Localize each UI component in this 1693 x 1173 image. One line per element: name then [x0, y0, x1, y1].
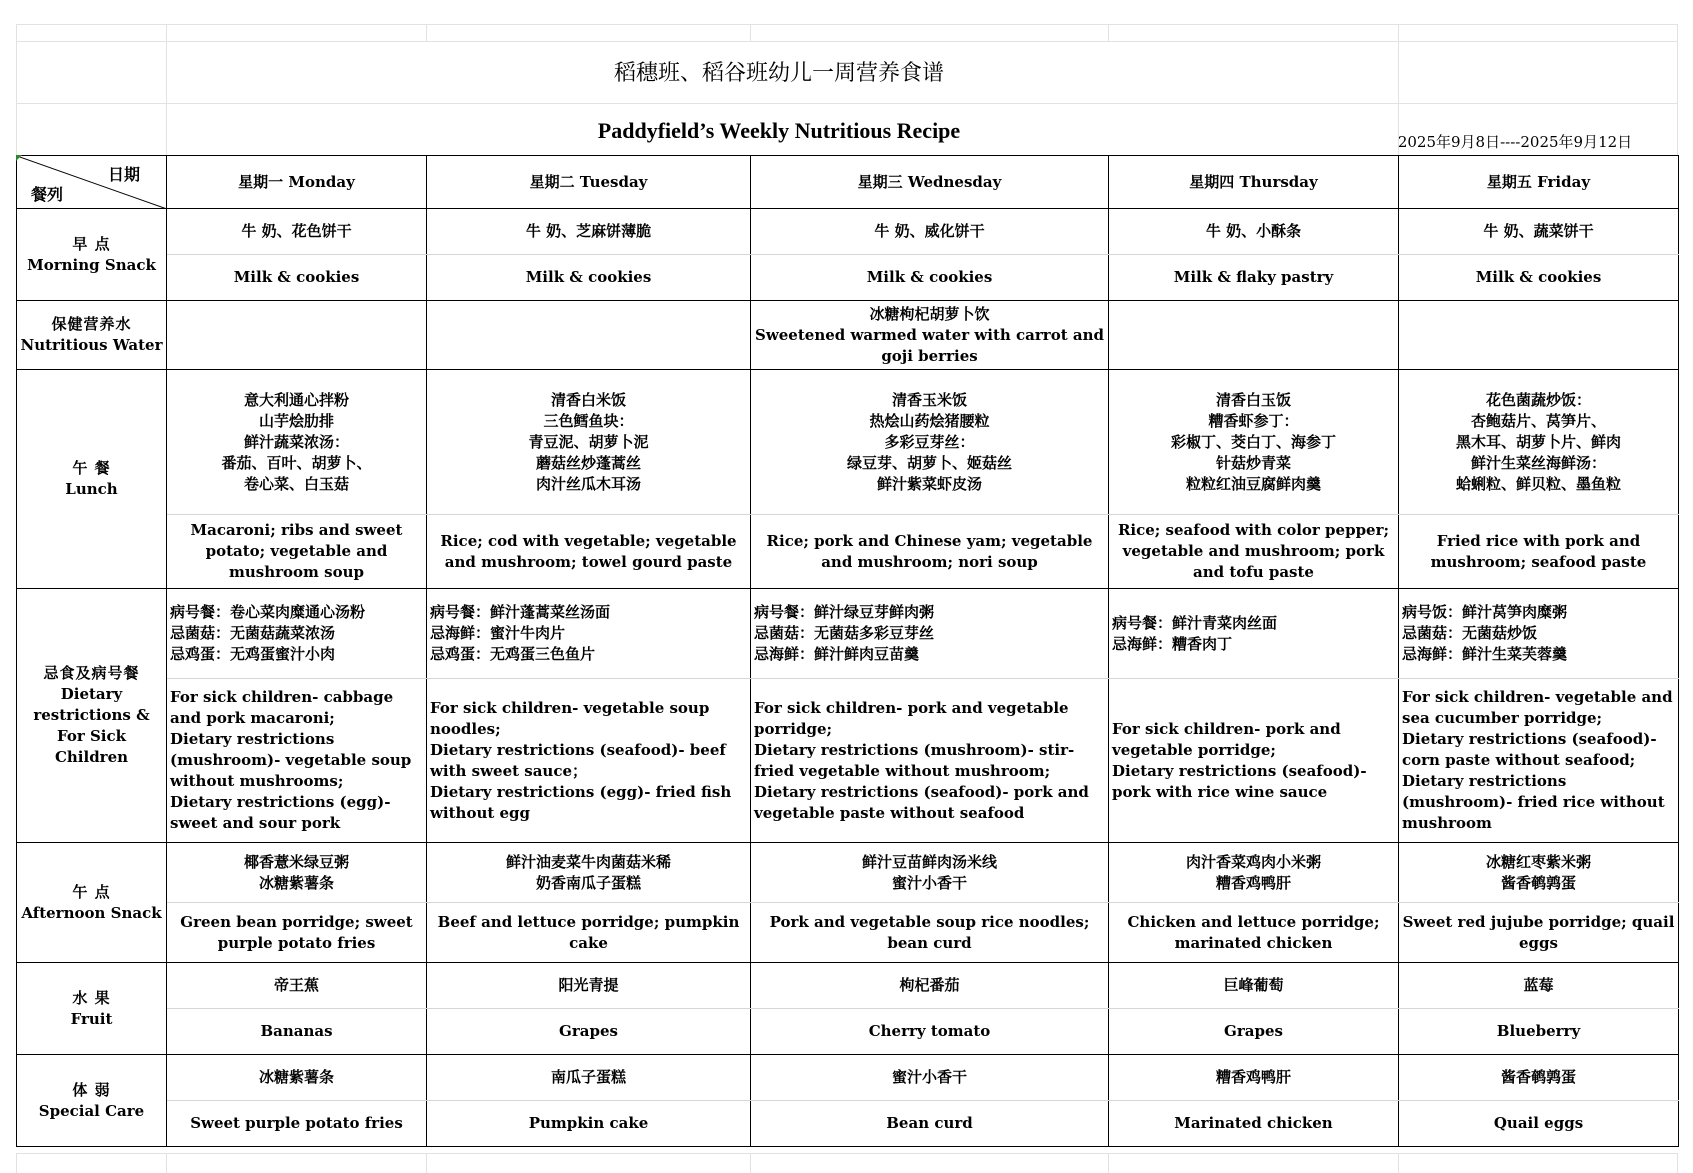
row-label-en: Nutritious Water [20, 336, 163, 354]
row-label-en: Morning Snack [27, 255, 156, 274]
menu-cell-text: 椰香薏米绿豆粥 冰糖紫薯条 [243, 852, 349, 892]
menu-cell-cn: 冰糖紫薯条 [167, 1055, 427, 1101]
row-label-cn: 体 弱 [72, 1080, 111, 1099]
menu-cell-en: Rice; seafood with color pepper; vegetable and mushroom; pork and tofu paste [1109, 515, 1399, 589]
menu-cell-en: Bean curd [751, 1101, 1109, 1147]
menu-cell [751, 370, 1109, 515]
grid-line [16, 1153, 1678, 1154]
menu-cell-en: Fried rice with pork and mushroom; seafood paste [1399, 515, 1679, 589]
menu-cell [167, 679, 427, 843]
row-label-cn: 午 点 [72, 882, 111, 901]
menu-cell-text: For sick children- cabbage and pork macaroni; Dietary restrictions (mushroom)- vegetable soup without mushrooms; Dietary restrictions (egg)- sweet and sour pork [170, 688, 412, 832]
grid-line [16, 24, 17, 155]
fruit-row [17, 963, 1679, 1009]
grid-line [1677, 1153, 1678, 1173]
menu-cell-text: 清香白米饭 三色鳕鱼块： 青豆泥、胡萝卜泥 蘑菇丝炒蓬蒿丝 肉汁丝瓜木耳汤 [528, 390, 649, 493]
menu-cell-cn: 阳光青提 [427, 963, 751, 1009]
menu-cell-text: 清香白玉饭 糟香虾参丁： 彩椒丁、茭白丁、海参丁 针菇炒青菜 粒粒红油豆腐鲜肉羹 [1170, 390, 1336, 493]
menu-cell-en: Bananas [167, 1009, 427, 1055]
menu-cell [751, 301, 1109, 370]
menu-cell [427, 301, 751, 370]
menu-cell-cn: 南瓜子蛋糕 [427, 1055, 751, 1101]
menu-cell [751, 843, 1109, 903]
row-label-en: Dietary restrictions & For Sick Children [33, 685, 150, 766]
morning-snack-en-row [17, 255, 1679, 301]
grid-line [16, 1153, 17, 1173]
menu-cell-en: Pork and vegetable soup rice noodles; bean curd [751, 903, 1109, 963]
menu-cell [427, 589, 751, 679]
menu-cell-text: For sick children- vegetable and sea cucumber porridge; Dietary restrictions (seafood)- corn paste without seafood; Dietary restrictions (mushroom)- fried rice without mushroom [1402, 688, 1673, 832]
menu-cell-en: Grapes [1109, 1009, 1399, 1055]
row-label-en: Fruit [70, 1009, 113, 1028]
row-label-cn: 午 餐 [72, 459, 111, 477]
menu-cell-en: Milk & cookies [167, 255, 427, 301]
afternoon-snack-label-cell [17, 843, 167, 963]
menu-cell-en: Cherry tomato [751, 1009, 1109, 1055]
menu-cell-cn: 牛 奶、蔬菜饼干 [1399, 209, 1679, 255]
menu-cell-en: Chicken and lettuce porridge; marinated chicken [1109, 903, 1399, 963]
menu-cell [1109, 843, 1399, 903]
grid-line [166, 1153, 167, 1173]
menu-cell-text: 花色菌蔬炒饭： 杏鲍菇片、莴笋片、 黑木耳、胡萝卜片、鲜肉 鲜汁生菜丝海鲜汤： 蛤蜊粒、鲜贝粒、墨鱼粒 [1455, 390, 1621, 493]
menu-cell-en: Milk & flaky pastry [1109, 255, 1399, 301]
menu-cell-text: 病号餐：卷心菜肉糜通心汤粉 忌菌菇：无菌菇蔬菜浓汤 忌鸡蛋：无鸡蛋蜜汁小肉 [170, 603, 366, 663]
grid-line [1108, 24, 1109, 41]
menu-cell-en: Blueberry [1399, 1009, 1679, 1055]
menu-cell-cn: 帝王蕉 [167, 963, 427, 1009]
menu-cell-text: 冰糖枸杞胡萝卜饮 Sweetened warmed water with carrot and goji berries [755, 304, 1104, 365]
diet-label-cell [17, 589, 167, 843]
menu-cell-cn: 蜜汁小香干 [751, 1055, 1109, 1101]
menu-cell-en: Milk & cookies [427, 255, 751, 301]
grid-line [1108, 1153, 1109, 1173]
menu-cell-text: For sick children- pork and vegetable porridge; Dietary restrictions (mushroom)- stir-fried vegetable without mushroom; Dietary restrictions (seafood)- pork and vegetable paste without seafood [754, 698, 1089, 822]
nutritious-water-label-cell [17, 301, 167, 370]
menu-cell-cn: 牛 奶、花色饼干 [167, 209, 427, 255]
menu-cell-text: 冰糖红枣紫米粥 酱香鹌鹑蛋 [1485, 852, 1591, 892]
lunch-label-cell [17, 370, 167, 589]
day-header-tuesday: 星期二 Tuesday [427, 156, 751, 209]
menu-cell-text: For sick children- pork and vegetable porridge; Dietary restrictions (seafood)- pork with rice wine sauce [1112, 719, 1367, 801]
menu-cell [167, 370, 427, 515]
menu-cell [167, 843, 427, 903]
menu-cell [167, 301, 427, 370]
grid-line [750, 1153, 751, 1173]
menu-cell-text: 病号餐：鲜汁绿豆芽鲜肉粥 忌菌菇：无菌菇多彩豆芽丝 忌海鲜：鲜汁鲜肉豆苗羹 [754, 603, 935, 663]
menu-cell [751, 589, 1109, 679]
special-care-label-cell [17, 1055, 167, 1147]
row-label-cn: 保健营养水 [51, 315, 132, 333]
menu-cell [1399, 370, 1679, 515]
menu-cell [427, 843, 751, 903]
row-label-en: Special Care [38, 1101, 145, 1120]
diet-en-row [17, 679, 1679, 843]
morning-snack-label-cell [17, 209, 167, 301]
menu-cell-cn: 牛 奶、小酥条 [1109, 209, 1399, 255]
menu-cell-en: Green bean porridge; sweet purple potato fries [167, 903, 427, 963]
menu-cell-cn: 酱香鹌鹑蛋 [1399, 1055, 1679, 1101]
menu-cell-text: 病号饭：鲜汁莴笋肉糜粥 忌菌菇：无菌菇炒饭 忌海鲜：鲜汁生菜芙蓉羹 [1402, 603, 1568, 663]
menu-cell-en: Marinated chicken [1109, 1101, 1399, 1147]
fruit-en-row [17, 1009, 1679, 1055]
special-care-en-row [17, 1101, 1679, 1147]
menu-cell [1109, 370, 1399, 515]
menu-cell-cn: 糟香鸡鸭肝 [1109, 1055, 1399, 1101]
grid-line [1398, 1153, 1399, 1173]
menu-cell [1399, 843, 1679, 903]
grid-line [16, 41, 1678, 42]
day-header-thursday: 星期四 Thursday [1109, 156, 1399, 209]
grid-line [426, 1153, 427, 1173]
menu-cell-en: Grapes [427, 1009, 751, 1055]
menu-cell-en: Milk & cookies [751, 255, 1109, 301]
fruit-label-cell [17, 963, 167, 1055]
menu-cell-cn: 牛 奶、芝麻饼薄脆 [427, 209, 751, 255]
menu-cell-en: Rice; cod with vegetable; vegetable and mushroom; towel gourd paste [427, 515, 751, 589]
menu-cell-en: Beef and lettuce porridge; pumpkin cake [427, 903, 751, 963]
menu-cell-en: Quail eggs [1399, 1101, 1679, 1147]
grid-line [16, 103, 1678, 104]
page-title-chinese: 稻穗班、稻谷班幼儿一周营养食谱 [613, 61, 944, 86]
menu-cell-cn: 牛 奶、威化饼干 [751, 209, 1109, 255]
grid-line [750, 24, 751, 41]
diet-row [17, 589, 1679, 679]
menu-cell [427, 679, 751, 843]
menu-cell [1109, 301, 1399, 370]
menu-cell-en: Pumpkin cake [427, 1101, 751, 1147]
grid-line [426, 24, 427, 41]
header-row [17, 156, 1679, 209]
row-label-cn: 水 果 [72, 988, 111, 1007]
menu-cell [1399, 679, 1679, 843]
day-header-wednesday: 星期三 Wednesday [751, 156, 1109, 209]
menu-cell-text: 肉汁香菜鸡肉小米粥 糟香鸡鸭肝 [1185, 852, 1321, 892]
morning-snack-row [17, 209, 1679, 255]
date-header-label: 日期 [107, 165, 140, 184]
menu-cell-text: For sick children- vegetable soup noodles; Dietary restrictions (seafood)- beef with sweet sauce； Dietary restrictions (egg)- fried fish without egg [430, 698, 732, 822]
menu-cell-text: 意大利通心拌粉 山芋烩肋排 鲜汁蔬菜浓汤： 番茄、百叶、胡萝卜、 卷心菜、白玉菇 [221, 390, 372, 493]
menu-cell-cn: 枸杞番茄 [751, 963, 1109, 1009]
menu-cell [427, 370, 751, 515]
menu-cell-cn: 蓝莓 [1399, 963, 1679, 1009]
corner-cell [17, 156, 167, 209]
menu-cell [1399, 301, 1679, 370]
menu-cell-en: Sweet purple potato fries [167, 1101, 427, 1147]
menu-cell-en: Milk & cookies [1399, 255, 1679, 301]
menu-cell-text: 鲜汁豆苗鲜肉汤米线 蜜汁小香干 [861, 852, 997, 892]
menu-cell-cn: 巨峰葡萄 [1109, 963, 1399, 1009]
cell-marker [16, 155, 22, 161]
row-label-en: Afternoon Snack [21, 903, 162, 922]
row-label-cn: 早 点 [72, 234, 111, 253]
lunch-en-row [17, 515, 1679, 589]
menu-cell [167, 589, 427, 679]
meal-header-label: 餐列 [31, 185, 64, 204]
day-header-friday: 星期五 Friday [1399, 156, 1679, 209]
afternoon-snack-row [17, 843, 1679, 903]
menu-cell-en: Rice; pork and Chinese yam; vegetable and mushroom; nori soup [751, 515, 1109, 589]
menu-cell-text: 鲜汁油麦菜牛肉菌菇米稀 奶香南瓜子蛋糕 [505, 852, 671, 892]
menu-cell [1399, 589, 1679, 679]
menu-cell-text: 病号餐：鲜汁蓬蒿菜丝汤面 忌海鲜：蜜汁牛肉片 忌鸡蛋：无鸡蛋三色鱼片 [430, 603, 611, 663]
date-range: 2025年9月8日----2025年9月12日 [1397, 133, 1633, 151]
page-title-english: Paddyfield’s Weekly Nutritious Recipe [597, 118, 961, 143]
day-header-monday: 星期一 Monday [167, 156, 427, 209]
grid-line [1677, 24, 1678, 155]
menu-cell [1109, 679, 1399, 843]
menu-cell-en: Macaroni; ribs and sweet potato; vegetable and mushroom soup [167, 515, 427, 589]
nutritious-water-row [17, 301, 1679, 370]
row-label-cn: 忌食及病号餐 [43, 664, 140, 682]
menu-cell [751, 679, 1109, 843]
menu-cell [1109, 589, 1399, 679]
menu-cell-text: 清香玉米饭 热烩山药烩猪腰粒 多彩豆芽丝： 绿豆芽、胡萝卜、姬菇丝 鲜汁紫菜虾皮汤 [846, 390, 1012, 493]
grid-line [16, 24, 1678, 25]
afternoon-snack-en-row [17, 903, 1679, 963]
weekly-menu-table [16, 155, 1679, 1147]
special-care-row [17, 1055, 1679, 1101]
lunch-row [17, 370, 1679, 515]
row-label-en: Lunch [65, 480, 118, 498]
menu-cell-en: Sweet red jujube porridge; quail eggs [1399, 903, 1679, 963]
menu-cell-text: 病号餐：鲜汁青菜肉丝面 忌海鲜：糟香肉丁 [1112, 613, 1278, 653]
